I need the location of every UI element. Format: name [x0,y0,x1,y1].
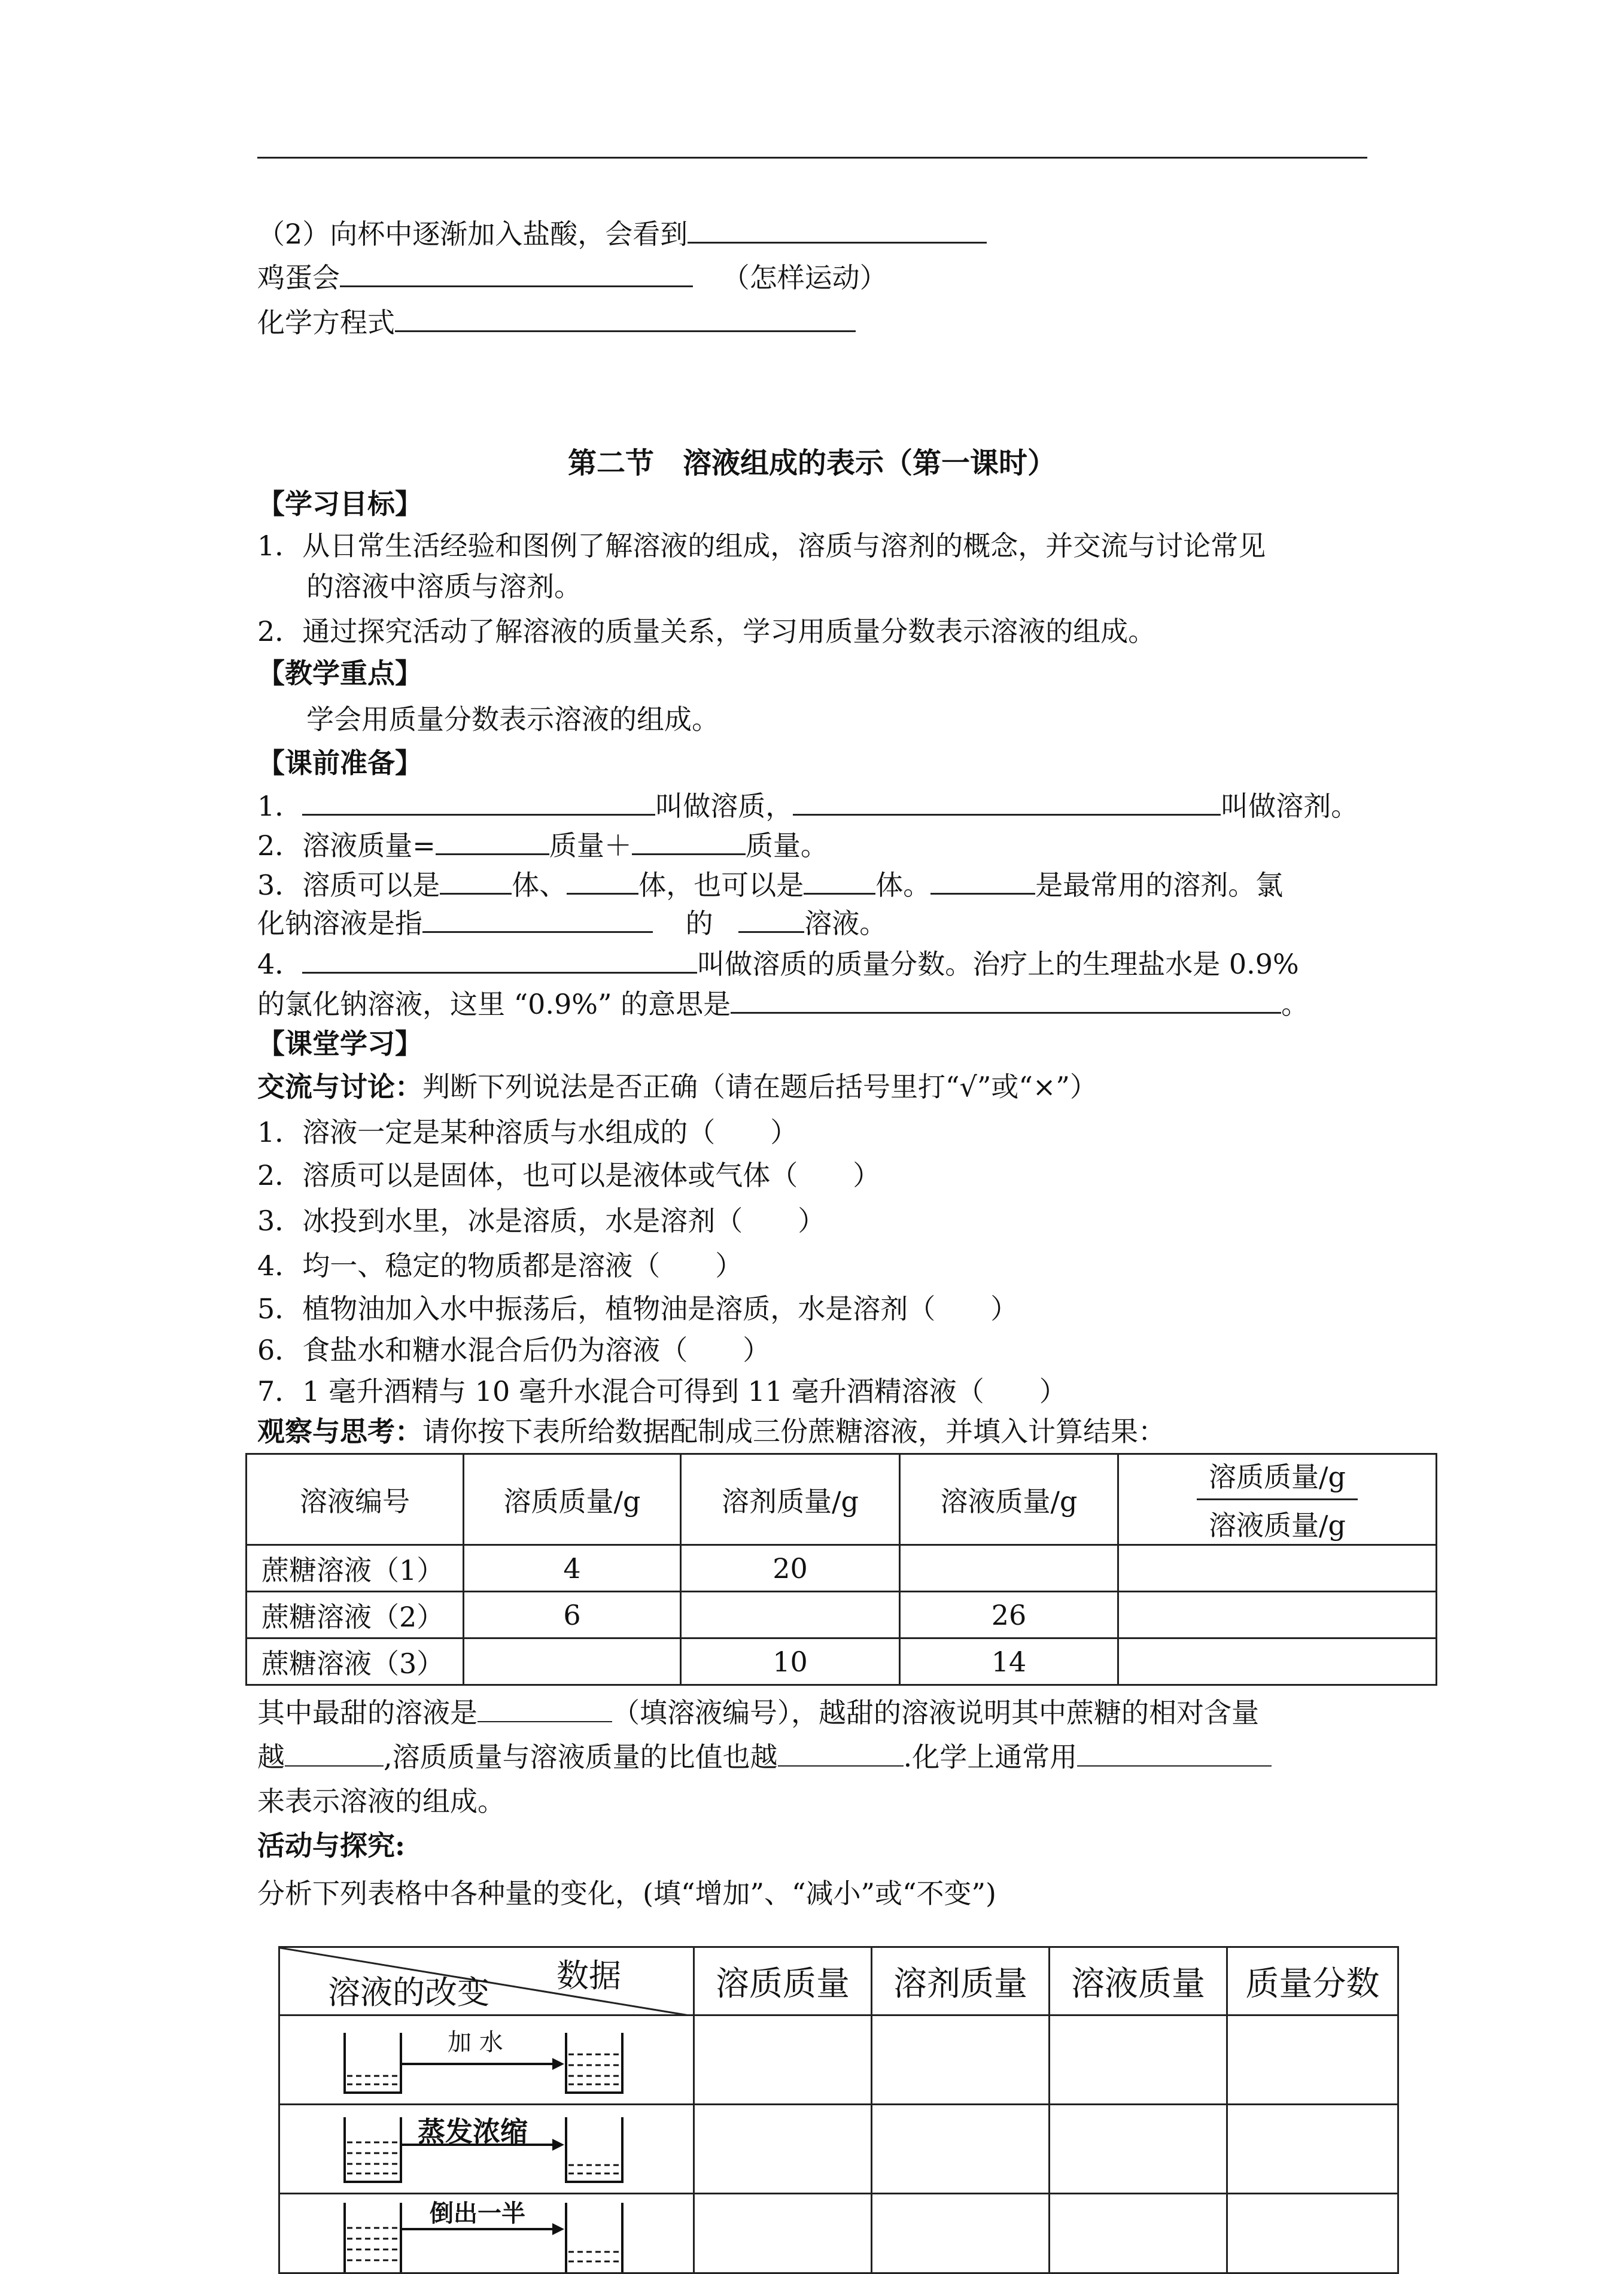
table-row [247,1545,1437,1592]
key-point-heading: 【教学重点】 [257,657,422,689]
table-row [279,2194,1398,2273]
fraction-numerator: 溶质质量/g [1197,1455,1358,1500]
preview-q4-line-2 [257,986,1309,1022]
answer-blank[interactable] [478,1695,612,1722]
table-header-fraction [1118,1454,1437,1545]
table-cell[interactable] [694,2194,872,2273]
beaker-diagram-pour-half [279,2194,694,2273]
after-table-line-3: 来表示溶液的组成。 [257,1785,505,1817]
answer-blank[interactable] [738,905,804,933]
observe-text: 请你按下表所给数据配制成三份蔗糖溶液，并填入计算结果： [422,1415,1166,1448]
table-cell: 4 [464,1545,681,1592]
action-label: 倒出一半 [430,2200,525,2227]
answer-blank[interactable] [731,986,1281,1014]
corner-label-data: 数据 [556,1957,621,1995]
table-cell[interactable] [872,2194,1050,2273]
solution-change-table [278,1946,1399,2274]
question-text: 溶液。 [804,907,887,940]
preview-heading: 【课前准备】 [257,747,422,779]
discuss-item[interactable]: 1．溶液一定是某种溶质与水组成的（ ） [257,1116,798,1148]
table-cell[interactable] [1118,1638,1437,1685]
table-header: 溶剂质量 [872,1947,1050,2015]
fraction-denominator: 溶液质量/g [1209,1509,1346,1542]
answer-blank[interactable] [395,304,856,332]
preview-q2 [257,827,828,864]
activity-text: 分析下列表格中各种量的变化，(填“增加”、“减小”或“不变”) [257,1877,996,1910]
discuss-item[interactable]: 3．冰投到水里，冰是溶质，水是溶剂（ ） [257,1205,826,1237]
answer-blank[interactable] [804,867,875,895]
class-study-heading: 【课堂学习】 [257,1027,422,1060]
table-cell[interactable] [1050,2105,1227,2194]
table-cell: 20 [681,1545,900,1592]
table-cell[interactable] [1050,2194,1227,2273]
question-text: 质量。 [745,829,828,862]
preview-q1 [257,788,1358,824]
table-cell[interactable] [1050,2015,1227,2105]
question-text: 叫做溶质的质量分数。治疗上的生理盐水是 0.9% [697,948,1299,980]
question-text: 化钠溶液是指 [257,907,422,940]
table-cell[interactable] [1227,2105,1398,2194]
table-cell[interactable] [1118,1545,1437,1592]
goal-1-line-1: 1．从日常生活经验和图例了解溶液的组成，溶质与溶剂的概念，并交流与讨论常见 [257,530,1266,562]
question-text: 越 [257,1741,285,1773]
action-label: 蒸发浓缩 [418,2115,528,2148]
table-row [279,2015,1398,2105]
table-header: 溶剂质量/g [681,1454,900,1545]
question-text: 体，也可以是 [638,869,804,901]
question-text: 其中最甜的溶液是 [257,1697,478,1729]
action-label: 加 水 [448,2029,503,2056]
preview-q3-line-1 [257,867,1283,903]
discuss-item[interactable]: 4．均一、稳定的物质都是溶液（ ） [257,1250,743,1282]
table-cell: 26 [900,1592,1118,1638]
question-text: 质量＋ [549,829,632,862]
table-cell[interactable] [681,1592,900,1638]
table-cell[interactable] [1227,2194,1398,2273]
answer-blank[interactable] [793,788,1221,816]
question-text: 。 [1281,988,1309,1020]
discuss-item[interactable]: 6．食盐水和糖水混合后仍为溶液（ ） [257,1334,771,1366]
fragment-text: 鸡蛋会 [257,262,340,294]
table-header: 溶液质量 [1050,1947,1227,2015]
discuss-item[interactable]: 7．1 毫升酒精与 10 毫升水混合可得到 11 毫升酒精溶液（ ） [257,1375,1067,1407]
beaker-diagram-evaporate [279,2105,694,2194]
table-cell: 蔗糖溶液（1） [247,1545,464,1592]
section-title: 第二节 溶液组成的表示（第一课时） [567,446,1056,480]
observe-intro [257,1413,1166,1449]
question-text: 是最常用的溶剂。氯 [1035,869,1284,901]
activity-label: 活动与探究: [257,1829,405,1862]
table-header: 溶液质量/g [900,1454,1118,1545]
question-text: ,溶质质量与溶液质量的比值也越 [384,1741,778,1773]
fragment-line-1 [257,215,987,252]
question-text: 2．溶液质量= [257,829,436,862]
answer-blank[interactable] [688,215,987,244]
sucrose-table [245,1453,1437,1686]
answer-blank[interactable] [422,905,653,933]
after-table-line-2 [257,1739,1272,1775]
table-cell: 6 [464,1592,681,1638]
question-text: 体。 [875,869,931,901]
answer-blank[interactable] [440,867,512,895]
answer-blank[interactable] [436,827,549,855]
table-cell[interactable] [694,2105,872,2194]
table-cell[interactable] [1227,2015,1398,2105]
answer-blank[interactable] [1077,1739,1272,1767]
answer-blank[interactable] [340,259,693,287]
table-cell[interactable] [694,2015,872,2105]
fragment-text: （2）向杯中逐渐加入盐酸，会看到 [257,218,688,250]
question-text: 的氯化钠溶液，这里 “0.9%” 的意思是 [257,988,731,1020]
question-text: 3．溶质可以是 [257,869,440,901]
table-header: 溶质质量/g [464,1454,681,1545]
table-cell[interactable] [464,1638,681,1685]
question-text: .化学上通常用 [903,1741,1078,1773]
table-header: 溶质质量 [694,1947,872,2015]
discuss-label: 交流与讨论： [257,1071,422,1103]
table-cell: 10 [681,1638,900,1685]
discuss-intro [257,1069,1097,1105]
answer-blank[interactable] [302,946,697,974]
key-point-text: 学会用质量分数表示溶液的组成。 [306,703,719,735]
diagonal-header-cell [279,1947,694,2015]
learning-goals-heading: 【学习目标】 [257,488,422,520]
table-cell[interactable] [900,1545,1118,1592]
answer-blank[interactable] [632,827,746,855]
observe-label: 观察与思考： [257,1415,422,1448]
discuss-item[interactable]: 2．溶质可以是固体，也可以是液体或气体（ ） [257,1159,881,1191]
table-cell[interactable] [872,2105,1050,2194]
question-text: 的 [685,907,713,940]
fragment-line-3 [257,304,856,341]
table-header: 溶液编号 [247,1454,464,1545]
table-row [279,2105,1398,2194]
answer-blank[interactable] [285,1739,384,1767]
question-number: 4． [257,948,303,980]
answer-blank[interactable] [778,1739,904,1767]
table-row [247,1592,1437,1638]
question-text: 叫做溶质， [655,790,793,822]
goal-1-line-2: 的溶液中溶质与溶剂。 [306,570,582,603]
fragment-line-2 [257,259,887,296]
table-row [247,1638,1437,1685]
mass-fraction-formula [1197,1455,1358,1543]
answer-blank[interactable] [930,867,1035,895]
preview-q3-line-2 [257,905,887,941]
goal-2: 2．通过探究活动了解溶液的质量关系，学习用质量分数表示溶液的组成。 [257,615,1156,647]
question-text: 叫做溶剂。 [1221,790,1359,822]
table-header: 质量分数 [1227,1947,1398,2015]
fragment-text: 化学方程式 [257,306,395,339]
answer-blank[interactable] [567,867,638,895]
beaker-diagram-add-water [279,2015,694,2105]
preview-q4-line-1 [257,946,1299,982]
question-text: 体、 [512,869,567,901]
fragment-text: （怎样运动） [722,262,887,294]
question-text: （填溶液编号），越甜的溶液说明其中蔗糖的相对含量 [612,1697,1259,1729]
question-number: 1． [257,790,303,822]
discuss-text: 判断下列说法是否正确（请在题后括号里打“√”或“×”） [422,1071,1097,1103]
table-cell[interactable] [1118,1592,1437,1638]
after-table-line-1 [257,1695,1259,1731]
table-cell: 蔗糖溶液（3） [247,1638,464,1685]
table-cell: 14 [900,1638,1118,1685]
table-cell: 蔗糖溶液（2） [247,1592,464,1638]
header-rule [257,157,1367,159]
answer-blank[interactable] [302,788,655,816]
corner-label-change: 溶液的改变 [328,1974,489,2011]
discuss-item[interactable]: 5．植物油加入水中振荡后，植物油是溶质，水是溶剂（ ） [257,1293,1018,1325]
table-cell[interactable] [872,2015,1050,2105]
